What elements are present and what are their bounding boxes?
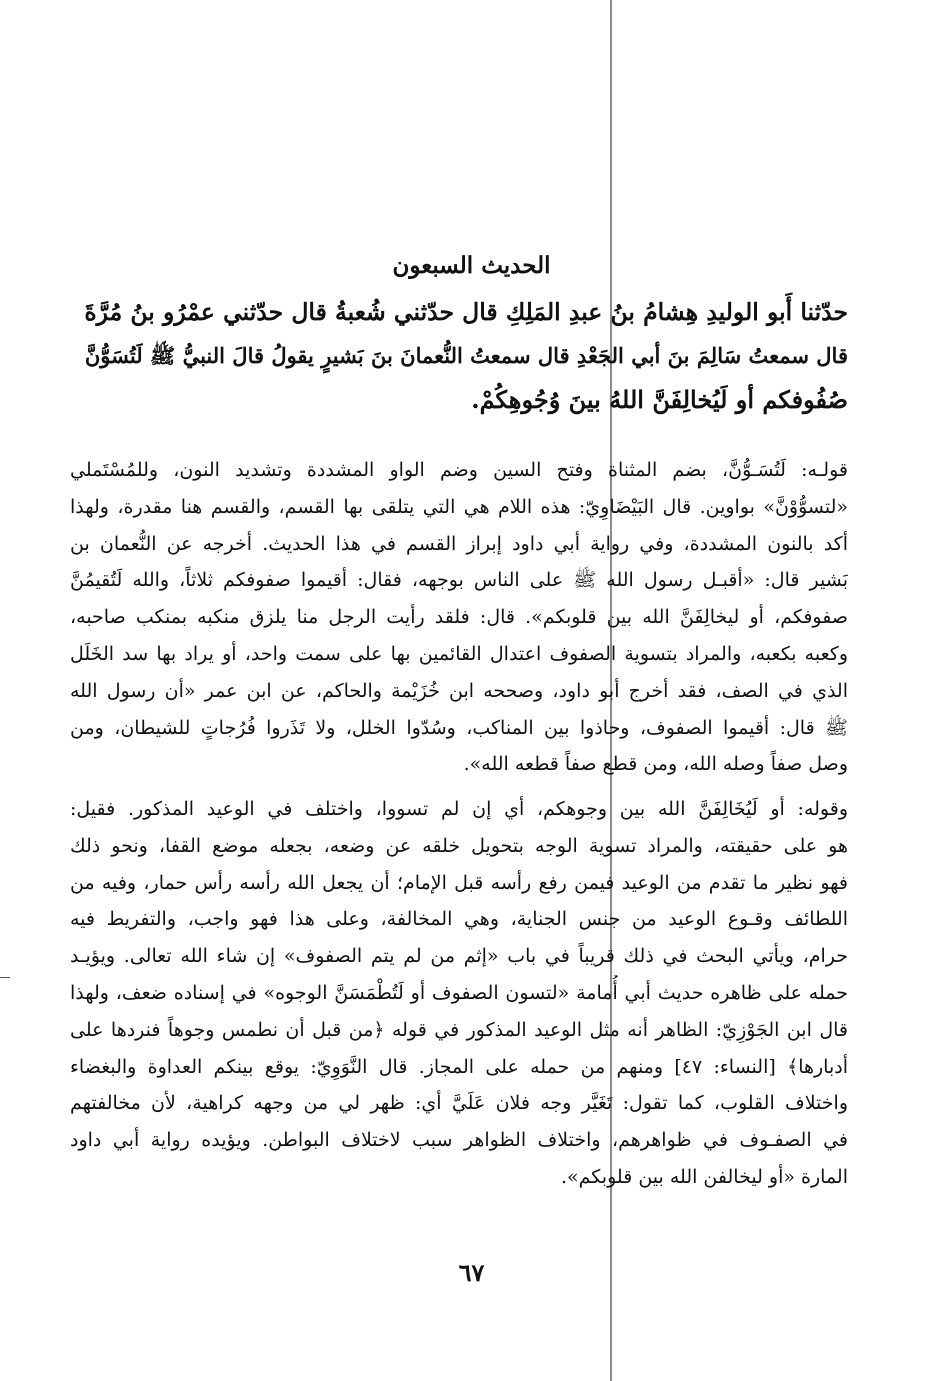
text-line: وصل صفاً وصله الله، ومن قطع صفاً قطعه الله». xyxy=(463,753,848,776)
text-line: هو على حقيقته، والمراد تسوية الوجه بتحويل خلقه عن وضعه، بجعله موضع القفا، ونحو ذلك xyxy=(70,834,848,857)
text-line: بَشير قال: «أقبـل رسول الله ﷺ على الناس بوجهه، فقال: أقيموا صفوفكم ثلاثاً، والله لَتُقيمُنَّ xyxy=(70,569,848,592)
text-line: حمله على ظاهره حديث أبي أُمامة «لتسون الصفوف أو لَتُطْمَسَنَّ الوجوه» في إسناده ضعف، ولهذا xyxy=(70,981,848,1004)
text-line: اللطائف وقـوع الوعيد من جنس الجناية، وهي المخالفة، وعلى هذا فهو واجب، والتفريط فيه xyxy=(70,908,848,931)
hadith-line: قال سمعتُ سَالِمَ بنَ أبي الجَعْدِ قال سمعتُ النُّعمانَ بنَ بَشيرٍ يقولُ قالَ النبيُّ ﷺ لَتُسَوُّنَّ xyxy=(84,343,848,368)
text-line: قولـه: لَتُسَـوُّنَّ، بضم المثناة وفتح السين وضم الواو المشددة وتشديد النون، وللمُسْتَملي xyxy=(70,459,848,481)
text-line: واختلاف القلوب، كما تقول: تَغَيَّر وجه فلان عَلَيَّ أي: ظهر لي من وجهه كراهية، لأن مخالفتهم xyxy=(70,1092,848,1115)
hadith-line: حدّثنا أَبو الوليدِ هِشامُ بنُ عبدِ المَلِكِ قال حدّثني شُعبةُ قال حدّثني عمْرُو بنُ مُرَّةَ xyxy=(84,298,848,326)
commentary-paragraph-1 xyxy=(70,452,848,783)
text-line: الذي في الصف، فقد أخرج أبو داود، وصححه ابن خُزَيْمة والحاكم، عن ابن عمر «أن رسول الله xyxy=(70,679,848,702)
text-line: صفوفكم، أو ليخالِفَنَّ الله بين قلوبكم». قال: فلقد رأيت الرجل منا يلزق منكبه بمنكب صاحبه، xyxy=(70,606,848,629)
text-line: وقوله: أو لَيُخَالِفَنَّ الله بين وجوهكم، أي إن لم تسووا، واختلف في الوعيد المذكور. فقيل: xyxy=(70,798,848,820)
text-line: المارة «أو ليخالفن الله بين قلوبكم». xyxy=(561,1165,848,1188)
text-line: أدبارها﴾ [النساء: ٤٧] ومنهم من حمله على المجاز. قال النَّوَوِيّ: يوقع بينكم العداوة والبغضاء xyxy=(70,1055,848,1078)
commentary-paragraph-2 xyxy=(70,791,848,1196)
page-number: ٦٧ xyxy=(458,1258,485,1287)
text-line: حرام، ويأتي البحث في ذلك قريباً في باب «إثم من لم يتم الصفوف» إن شاء الله تعالى. ويؤيـد xyxy=(70,945,848,968)
hadith-line: صُفُوفكم أو لَيُخالِفَنَّ اللهُ بينَ وُجُوهِكُمْ. xyxy=(471,385,848,414)
text-line: قال ابن الجَوْزِيّ: الظاهر أنه مثل الوعيد المذكور في قوله ﴿من قبل أن نطمس وجوهاً فنردها على xyxy=(70,1018,848,1041)
text-line: «لتسوُّوْنَّ» بواوين. قال البَيْضَاوِيّ: هذه اللام هي التي يتلقى بها القسم، والقسم هنا مقدرة، ولهذا xyxy=(70,495,848,518)
text-line: فهو نظير ما تقدم من الوعيد فيمن رفع رأسه قبل الإمام؛ أن يجعل الله رأسه رأس حمار، وفيه من xyxy=(70,871,848,894)
text-line: وكعبه بكعبه، والمراد بتسوية الصفوف اعتدال القائمين بها على سمت واحد، أو يراد بها سد الخَلَل xyxy=(70,642,848,665)
section-title: الحديث السبعون xyxy=(392,252,551,279)
text-line: أكد بالنون المشددة، وفي رواية أبي داود إبراز القسم في هذا الحديث. أخرجه عن النُّعمان بن xyxy=(70,532,848,555)
text-line: في الصفـوف في ظواهرهم، واختلاف الظواهر سبب لاختلاف البواطن. ويؤيده رواية أبي داود xyxy=(70,1129,848,1152)
margin-mark xyxy=(0,977,10,978)
hadith-text xyxy=(70,290,848,422)
text-line: ﷺ قال: أقيموا الصفوف، وحاذوا بين المناكب، وسُدّوا الخلل، ولا تَذَروا فُرُجاتٍ للشيطان، ومن xyxy=(70,716,848,739)
